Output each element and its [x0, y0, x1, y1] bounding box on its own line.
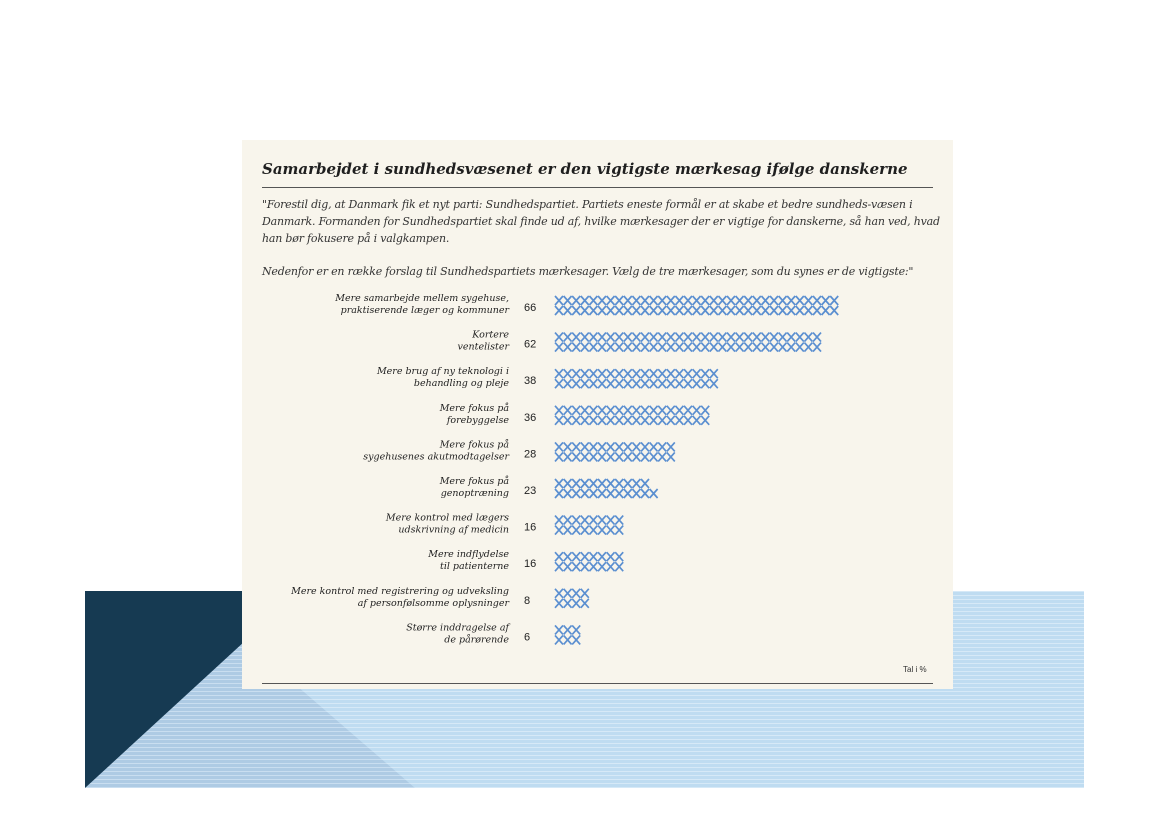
bottom-divider	[262, 683, 933, 684]
value-label: 16	[524, 521, 537, 534]
category-label: Mere samarbejde mellem sygehuse, praktiserende læger og kommuner	[335, 293, 509, 316]
question-text: "Forestil dig, at Danmark fik et nyt parti: Sundhedspartiet. Partiets eneste formål er at skabe et bedre sundheds-væsen i Danmark. Formanden for Sundhedspartiet skal finde ud af, hvilke mærkesager der er vigtige for danskerne, så han ved, hvad han bør fokusere på i valgkampen.	[262, 198, 940, 245]
bar	[555, 296, 838, 315]
bar	[555, 516, 623, 535]
bar	[555, 442, 675, 461]
bar	[555, 333, 821, 352]
bar	[555, 625, 580, 644]
bar	[555, 552, 623, 571]
category-label: Mere fokus på genoptræning	[439, 476, 509, 499]
question-instruction: Nedenfor er en række forslag til Sundhedspartiets mærkesager. Vælg de tre mærkesager, som du synes er de vigtigste:"	[262, 265, 914, 278]
value-label: 62	[524, 338, 537, 351]
bar	[555, 406, 709, 425]
unit-note: Tal i %	[903, 665, 927, 674]
bar	[555, 589, 589, 608]
bar	[555, 369, 718, 388]
bar-chart	[242, 140, 953, 689]
value-label: 36	[524, 411, 537, 424]
bar	[555, 479, 658, 498]
category-label: Mere kontrol med registrering og udveksling af personfølsomme oplysninger	[291, 585, 509, 609]
category-label: Større inddragelse af de pårørende	[406, 622, 509, 646]
chart-card	[242, 140, 953, 689]
category-label: Mere kontrol med lægers udskrivning af medicin	[385, 512, 509, 536]
value-label: 8	[524, 594, 531, 607]
category-label: Mere indflydelse til patienterne	[428, 549, 509, 573]
category-label: Mere fokus på forebyggelse	[439, 402, 509, 426]
category-label: Mere fokus på sygehusenes akutmodtagelser	[363, 439, 509, 463]
value-label: 66	[524, 302, 537, 314]
value-label: 23	[524, 485, 537, 497]
value-label: 38	[524, 375, 537, 388]
category-label: Kortere ventelister	[457, 329, 509, 353]
value-label: 6	[524, 631, 531, 644]
category-label: Mere brug af ny teknologi i behandling og pleje	[376, 366, 509, 390]
value-label: 16	[524, 558, 537, 571]
chart-title: Samarbejdet i sundhedsvæsenet er den vigtigste mærkesag ifølge danskerne	[262, 160, 908, 178]
value-label: 28	[524, 448, 537, 461]
